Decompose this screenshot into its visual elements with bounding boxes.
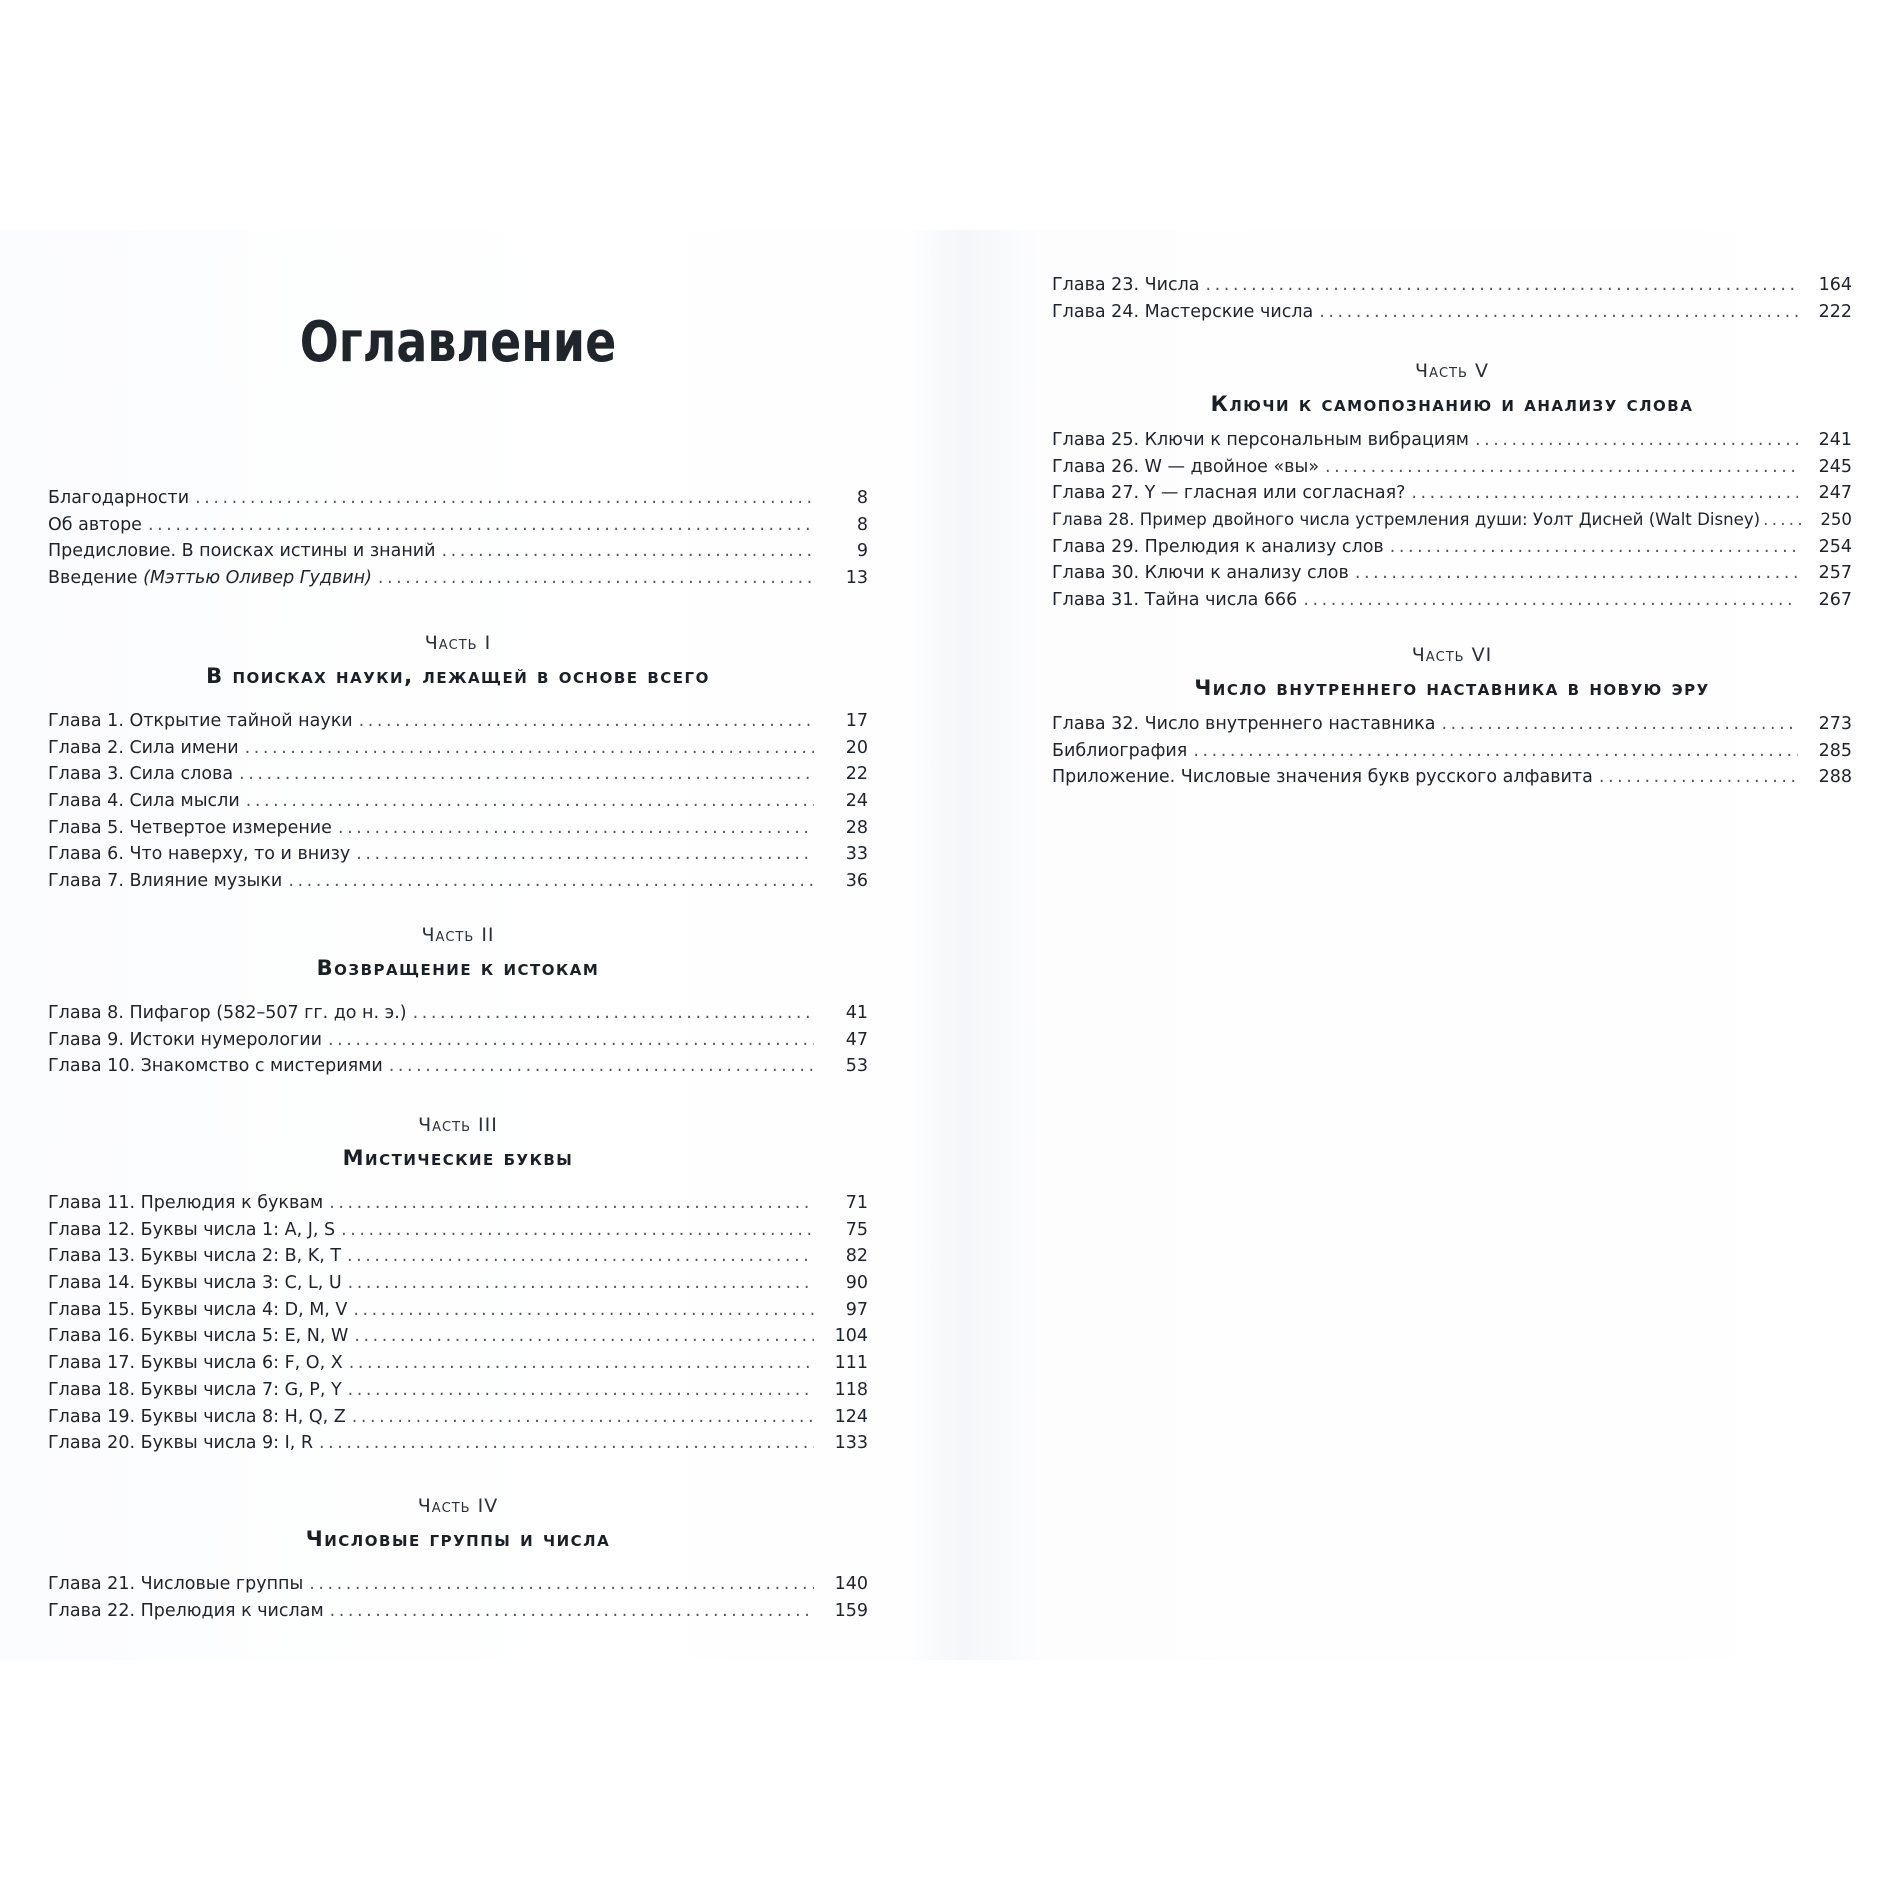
dot-leader — [341, 1217, 814, 1244]
dot-leader — [347, 1243, 814, 1270]
book-spread — [0, 230, 1890, 1660]
part-1-chapters — [48, 708, 868, 895]
dot-leader — [1355, 560, 1798, 587]
toc-row[interactable]: Глава 11. Прелюдия к буквам . . . 71 — [48, 1190, 868, 1217]
part-title: Мистические буквы — [342, 1146, 574, 1170]
toc-row[interactable]: Глава 24. Мастерские числа . . . 222 — [1052, 299, 1852, 326]
part-title: Ключи к самопознанию и анализу слова — [1210, 392, 1694, 416]
dot-leader — [389, 1053, 814, 1080]
toc-row[interactable]: Глава 17. Буквы числа 6: F, O, X . . . 111 — [48, 1350, 868, 1377]
dot-leader — [288, 868, 814, 895]
dot-leader — [148, 512, 814, 539]
part-label: Часть II — [421, 924, 495, 946]
part-label: Часть III — [418, 1114, 498, 1136]
toc-row[interactable]: Глава 7. Влияние музыки . . . 36 — [48, 868, 868, 895]
dot-leader — [328, 1027, 814, 1054]
toc-row[interactable]: Благодарности . . . 8 — [48, 485, 868, 512]
dot-leader — [319, 1430, 814, 1457]
part-5-chapters — [1052, 427, 1852, 614]
toc-row[interactable]: Глава 18. Буквы числа 7: G, P, Y . . . 118 — [48, 1377, 868, 1404]
dot-leader — [338, 815, 814, 842]
toc-row[interactable]: Приложение. Числовые значения букв русского алфавита . . . 288 — [1052, 764, 1852, 791]
toc-row[interactable]: Глава 22. Прелюдия к числам . . . 159 — [48, 1598, 868, 1625]
toc-row[interactable]: Глава 28. Пример двойного числа устремления души: Уолт Дисней (Walt Disney) . . . 250 — [1052, 507, 1852, 534]
dot-leader — [1763, 507, 1801, 534]
toc-row[interactable]: Глава 5. Четвертое измерение . . . 28 — [48, 815, 868, 842]
part-label: Часть I — [424, 632, 492, 654]
toc-row[interactable]: Глава 27. Y — гласная или согласная? . . . 247 — [1052, 480, 1852, 507]
toc-row[interactable]: Глава 6. Что наверху, то и внизу . . . 33 — [48, 841, 868, 868]
part-2-chapters — [48, 1000, 868, 1080]
part-label: Часть VI — [1411, 644, 1493, 666]
part-heading — [1052, 360, 1852, 416]
dot-leader — [378, 565, 814, 592]
part-heading — [48, 1495, 868, 1551]
part-heading — [48, 632, 868, 688]
toc-row[interactable]: Глава 25. Ключи к персональным вибрациям . . . 241 — [1052, 427, 1852, 454]
dot-leader — [330, 1598, 814, 1625]
toc-row[interactable]: Глава 26. W — двойное «вы» . . . 245 — [1052, 454, 1852, 481]
dot-leader — [348, 1377, 814, 1404]
part-6-chapters — [1052, 711, 1852, 791]
dot-leader — [1325, 454, 1798, 481]
toc-row[interactable]: Глава 1. Открытие тайной науки . . . 17 — [48, 708, 868, 735]
dot-leader — [245, 735, 814, 762]
dot-leader — [359, 708, 814, 735]
dot-leader — [1599, 764, 1798, 791]
toc-row[interactable]: Глава 23. Числа . . . 164 — [1052, 272, 1852, 299]
toc-row[interactable]: Глава 30. Ключи к анализу слов . . . 257 — [1052, 560, 1852, 587]
part-label: Часть V — [1415, 360, 1489, 382]
continued-chapters — [1052, 272, 1852, 325]
dot-leader — [349, 1350, 814, 1377]
toc-row[interactable]: Библиография . . . 285 — [1052, 738, 1852, 765]
dot-leader — [354, 1323, 814, 1350]
toc-row[interactable]: Глава 20. Буквы числа 9: I, R . . . 133 — [48, 1430, 868, 1457]
toc-row[interactable]: Глава 32. Число внутреннего наставника . . . 273 — [1052, 711, 1852, 738]
dot-leader — [348, 1270, 814, 1297]
toc-row[interactable]: Глава 29. Прелюдия к анализу слов . . . 254 — [1052, 534, 1852, 561]
toc-row[interactable]: Введение (Мэттью Оливер Гудвин) . . . 13 — [48, 565, 868, 592]
dot-leader — [1303, 587, 1798, 614]
part-3-chapters — [48, 1190, 868, 1457]
dot-leader — [356, 841, 814, 868]
toc-row[interactable]: Глава 16. Буквы числа 5: E, N, W . . . 104 — [48, 1323, 868, 1350]
part-heading — [48, 1114, 868, 1170]
toc-row[interactable]: Глава 9. Истоки нумерологии . . . 47 — [48, 1027, 868, 1054]
toc-row[interactable]: Глава 12. Буквы числа 1: A, J, S . . . 75 — [48, 1217, 868, 1244]
dot-leader — [239, 761, 814, 788]
dot-leader — [1441, 711, 1798, 738]
left-page — [48, 230, 868, 1660]
toc-row[interactable]: Глава 31. Тайна числа 666 . . . 267 — [1052, 587, 1852, 614]
toc-row[interactable]: Предисловие. В поисках истины и знаний . . . 9 — [48, 538, 868, 565]
part-label: Часть IV — [417, 1495, 499, 1517]
part-title: Число внутреннего наставника в новую эру — [1194, 676, 1710, 700]
dot-leader — [352, 1404, 814, 1431]
dot-leader — [195, 485, 814, 512]
dot-leader — [309, 1571, 814, 1598]
dot-leader — [1411, 480, 1798, 507]
dot-leader — [413, 1000, 814, 1027]
part-heading — [48, 924, 868, 980]
dot-leader — [442, 538, 814, 565]
toc-row[interactable]: Глава 21. Числовые группы . . . 140 — [48, 1571, 868, 1598]
right-page — [1052, 230, 1852, 1660]
part-title: Возвращение к истокам — [316, 956, 600, 980]
part-title: Числовые группы и числа — [305, 1527, 611, 1551]
part-4-chapters — [48, 1571, 868, 1624]
toc-row[interactable]: Глава 4. Сила мысли . . . 24 — [48, 788, 868, 815]
dot-leader — [1205, 272, 1798, 299]
page-title: Оглавление — [299, 310, 617, 375]
toc-row[interactable]: Глава 13. Буквы числа 2: B, K, T . . . 82 — [48, 1243, 868, 1270]
toc-row[interactable]: Глава 2. Сила имени . . . 20 — [48, 735, 868, 762]
dot-leader — [329, 1190, 814, 1217]
toc-row[interactable]: Глава 19. Буквы числа 8: H, Q, Z . . . 124 — [48, 1404, 868, 1431]
dot-leader — [1475, 427, 1798, 454]
front-matter — [48, 485, 868, 592]
dot-leader — [1193, 738, 1798, 765]
dot-leader — [1390, 534, 1798, 561]
toc-row[interactable]: Глава 15. Буквы числа 4: D, M, V . . . 97 — [48, 1297, 868, 1324]
part-heading — [1052, 644, 1852, 700]
toc-row[interactable]: Глава 14. Буквы числа 3: C, L, U . . . 90 — [48, 1270, 868, 1297]
part-title: В поисках науки, лежащей в основе всего — [206, 664, 710, 688]
toc-row[interactable]: Глава 3. Сила слова . . . 22 — [48, 761, 868, 788]
toc-row[interactable]: Глава 10. Знакомство с мистериями . . . 53 — [48, 1053, 868, 1080]
dot-leader — [246, 788, 814, 815]
toc-row[interactable]: Об авторе . . . 8 — [48, 512, 868, 539]
dot-leader — [353, 1297, 814, 1324]
toc-row[interactable]: Глава 8. Пифагор (582–507 гг. до н. э.) . . . 41 — [48, 1000, 868, 1027]
dot-leader — [1319, 299, 1798, 326]
